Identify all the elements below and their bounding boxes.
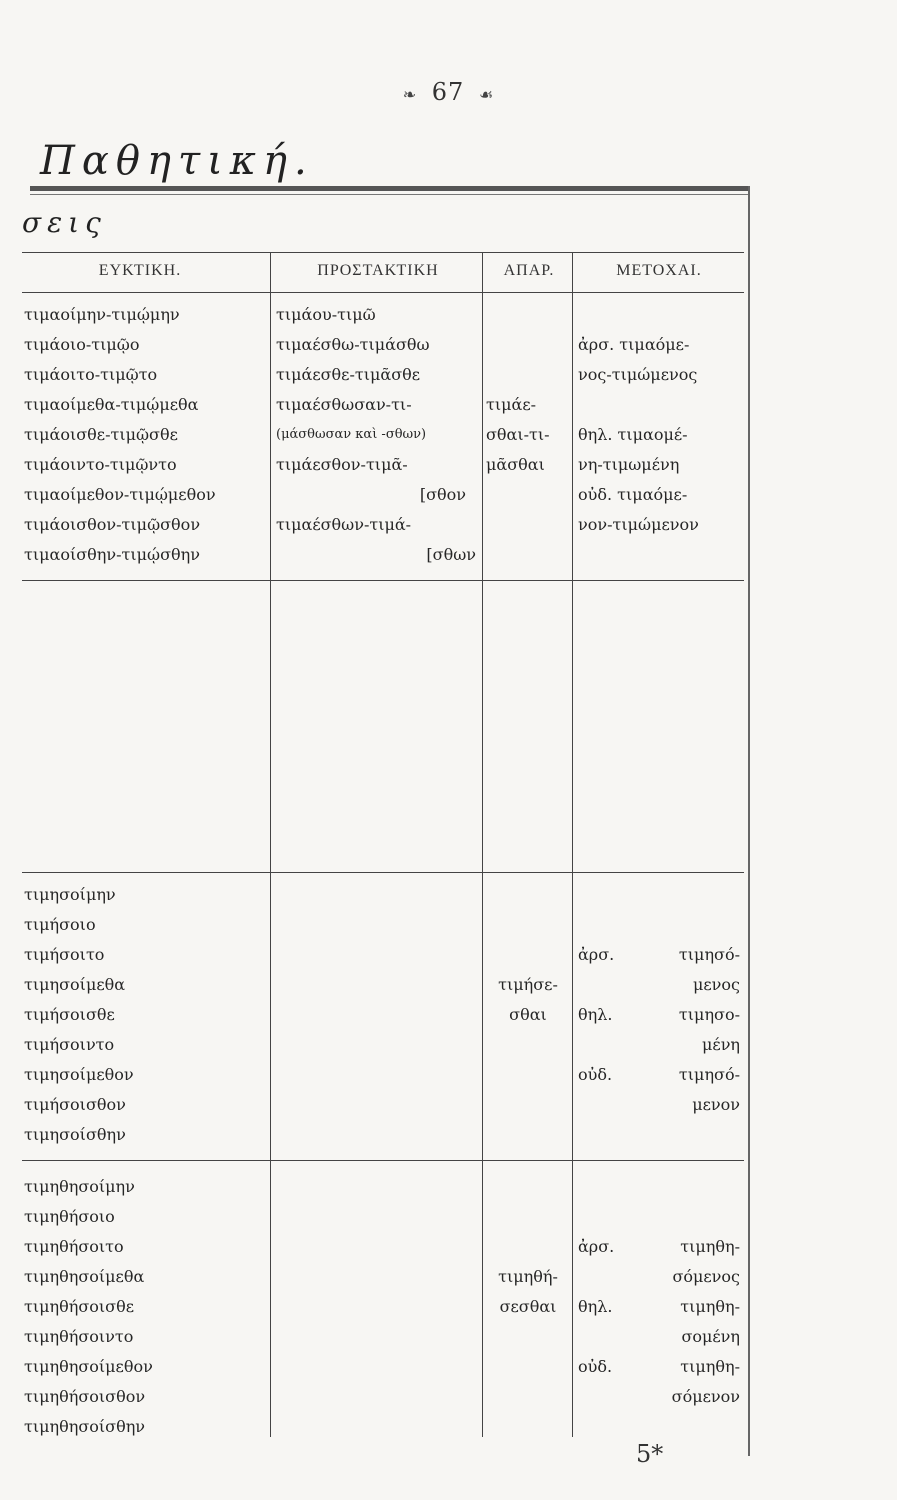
- section-3-infinitive: τιμηθή- σεσθαι: [498, 1267, 558, 1316]
- section-3-participles: ἀρσ. τιμηθη- σόμενος θηλ. τιμηθη- σομένη οὐδ. τιμηθη- σόμενον: [578, 1237, 740, 1406]
- section-3-top-rule: [22, 1160, 744, 1161]
- section-1-optative: τιμαοίμην-τιμῴμην τιμάοιο-τιμῷο τιμάοιτο-τιμῷτο τιμαοίμεθα-τιμῴμεθα τιμάοισθε-τιμῷσθε τιμάοιντο-τιμῷντο τιμαοίμεθον-τιμῴμεθον τιμάοισθον-τιμῷσθον τιμαοίσθην-τιμῴσθην: [24, 305, 216, 564]
- column-header-infinitive: ΑΠΑΡ.: [503, 262, 555, 279]
- section-1-participles: ἀρσ. τιμαόμε- νος-τιμώμενος θηλ. τιμαομέ- νη-τιμωμένη οὐδ. τιμαόμε- νον-τιμώμενον: [578, 335, 699, 534]
- column-header-participles: ΜΕΤΟΧΑΙ.: [616, 262, 702, 279]
- section-2-participles: ἀρσ. τιμησό- μενος θηλ. τιμησο- μένη οὐδ. τιμησό- μενον: [578, 945, 740, 1114]
- header-bottom-rule: [22, 292, 744, 293]
- column-header-imperative: ΠΡΟΣΤΑΚΤΙΚΗ: [317, 262, 439, 279]
- right-border-rule: [748, 186, 750, 1456]
- subtitle: σεις: [22, 206, 107, 239]
- section-2-optative: τιμησοίμην τιμήσοιο τιμήσοιτο τιμησοίμεθα τιμήσοισθε τιμήσοιντο τιμησοίμεθον τιμήσοισθον τιμησοίσθην: [24, 885, 134, 1144]
- page-title: Παθητική.: [40, 138, 314, 184]
- page-header: [0, 78, 897, 106]
- page-number: 67: [431, 78, 465, 106]
- column-divider-1: [270, 252, 271, 1437]
- section-1-imperative: τιμάου-τιμῶ τιμαέσθω-τιμάσθω τιμάεσθε-τιμᾶσθε τιμαέσθωσαν-τι- (μάσθωσαν καὶ -σθων) τιμάεσθον-τιμᾶ- [σθον τιμαέσθων-τιμά- [σθων: [276, 305, 476, 564]
- section-3-optative: τιμηθησοίμην τιμηθήσοιο τιμηθήσοιτο τιμηθησοίμεθα τιμηθήσοισθε τιμηθήσοιντο τιμηθησοίμεθον τιμηθήσοισθον τιμηθησοίσθην: [24, 1177, 153, 1436]
- ornament-right-icon: ☙: [478, 85, 495, 104]
- section-1-bottom-rule: [22, 580, 744, 581]
- section-2-infinitive: τιμήσε- σθαι: [498, 975, 558, 1024]
- title-rule-thin: [30, 194, 750, 195]
- column-divider-3: [572, 252, 573, 1437]
- section-2-top-rule: [22, 872, 744, 873]
- section-1-infinitive: τιμάε- σθαι-τι- μᾶσθαι: [486, 395, 550, 474]
- header-top-rule: [22, 252, 744, 253]
- signature-mark: 5*: [636, 1440, 664, 1468]
- title-rule: [30, 186, 750, 191]
- ornament-left-icon: ❧: [402, 85, 418, 104]
- column-header-optative: ΕΥΚΤΙΚΗ.: [98, 262, 182, 279]
- column-divider-2: [482, 252, 483, 1437]
